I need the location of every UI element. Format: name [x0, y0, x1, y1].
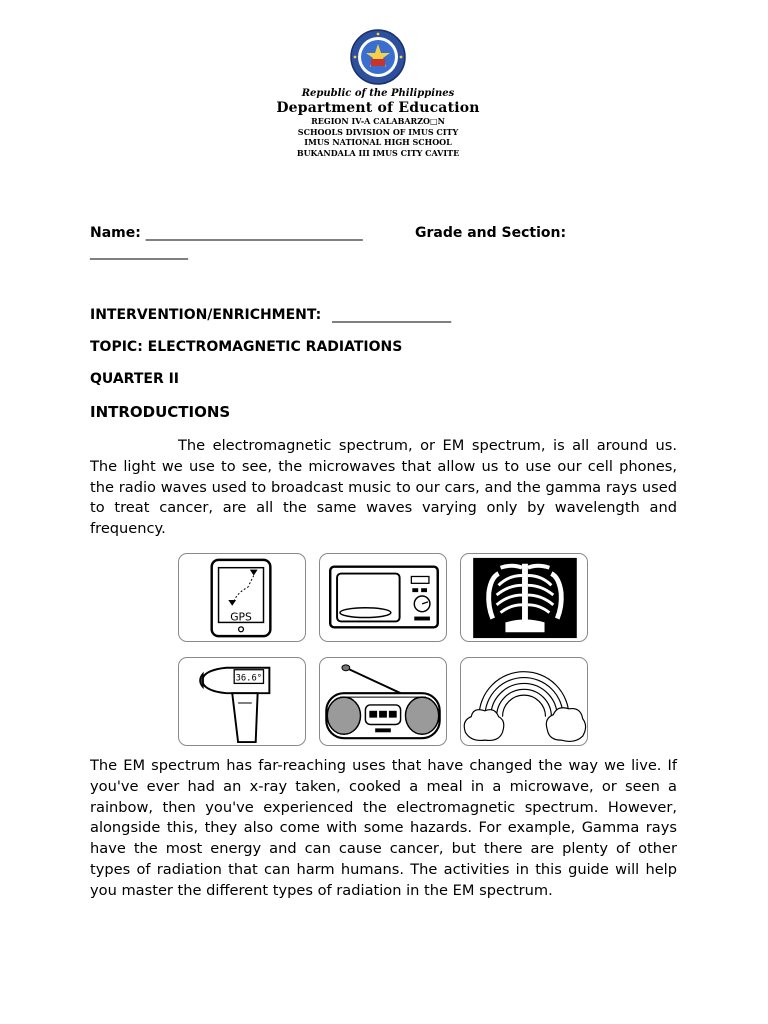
grade-section-blank[interactable]: ______________ [90, 244, 188, 260]
name-label: Name: [90, 225, 141, 241]
xray-tile [460, 553, 588, 642]
topic-line: TOPIC: ELECTROMAGNETIC RADIATIONS [90, 339, 403, 355]
region-line: REGION IV-A CALABARZO□N [311, 116, 445, 126]
division-line: SCHOOLS DIVISION OF IMUS CITY [297, 126, 459, 137]
grade-section-label: Grade and Section: [415, 225, 567, 241]
microwave-icon [320, 554, 446, 641]
quarter-line: QUARTER II [90, 371, 180, 387]
department-title: Department of Education [276, 100, 480, 116]
introductions-heading: INTRODUCTIONS [90, 403, 231, 421]
phone-gps-tile [178, 553, 306, 642]
gps-label: GPS [230, 610, 252, 624]
republic-line: Republic of the Philippines [301, 88, 455, 99]
phone-gps-icon [179, 554, 305, 641]
school-line: IMUS NATIONAL HIGH SCHOOL [304, 137, 452, 147]
thermometer-tile [178, 657, 306, 746]
name-field[interactable] [90, 225, 363, 241]
name-blank[interactable]: _______________________________ [145, 225, 363, 241]
em-illustrations [178, 553, 590, 748]
address-line: BUKANDALA III IMUS CITY CAVITE [296, 147, 460, 158]
intervention-blank[interactable]: _________________ [332, 307, 452, 323]
rainbow-tile [460, 657, 588, 746]
intro-paragraph-1: The electromagnetic spectrum, or EM spectrum, is all around us. The light we use to see, the microwaves that allow us to use our cell phones, the radio waves used to broadcast music to our cars, and the gamma rays used to treat cancer, are all the same waves varying only by wavelength and frequency. [90, 437, 677, 538]
xray-icon [461, 554, 587, 641]
intro-paragraph-2: The EM spectrum has far-reaching uses that have changed the way we live. If you've ever had an x-ray taken, cooked a meal in a microwave, or seen a rainbow, then you've experienced the electromagnetic spectrum. However, alongside this, they also come with some hazards. For example, Gamma rays have the most energy and can cause cancer, but there are plenty of other types of radiation that can harm humans. The activities in this guide will help you master the different types of radiation in the EM spectrum. [90, 757, 677, 899]
microwave-tile [319, 553, 447, 642]
intervention-label: INTERVENTION/ENRICHMENT: [90, 307, 322, 323]
radio-tile [319, 657, 447, 746]
thermometer-reading: 36.6° [235, 673, 263, 684]
rainbow-icon [461, 658, 587, 745]
letterhead [270, 28, 486, 158]
deped-seal-icon [349, 28, 407, 86]
intervention-field[interactable] [90, 307, 451, 323]
thermometer-icon [179, 658, 305, 745]
radio-icon [320, 658, 446, 745]
grade-section-field[interactable] [415, 225, 566, 241]
